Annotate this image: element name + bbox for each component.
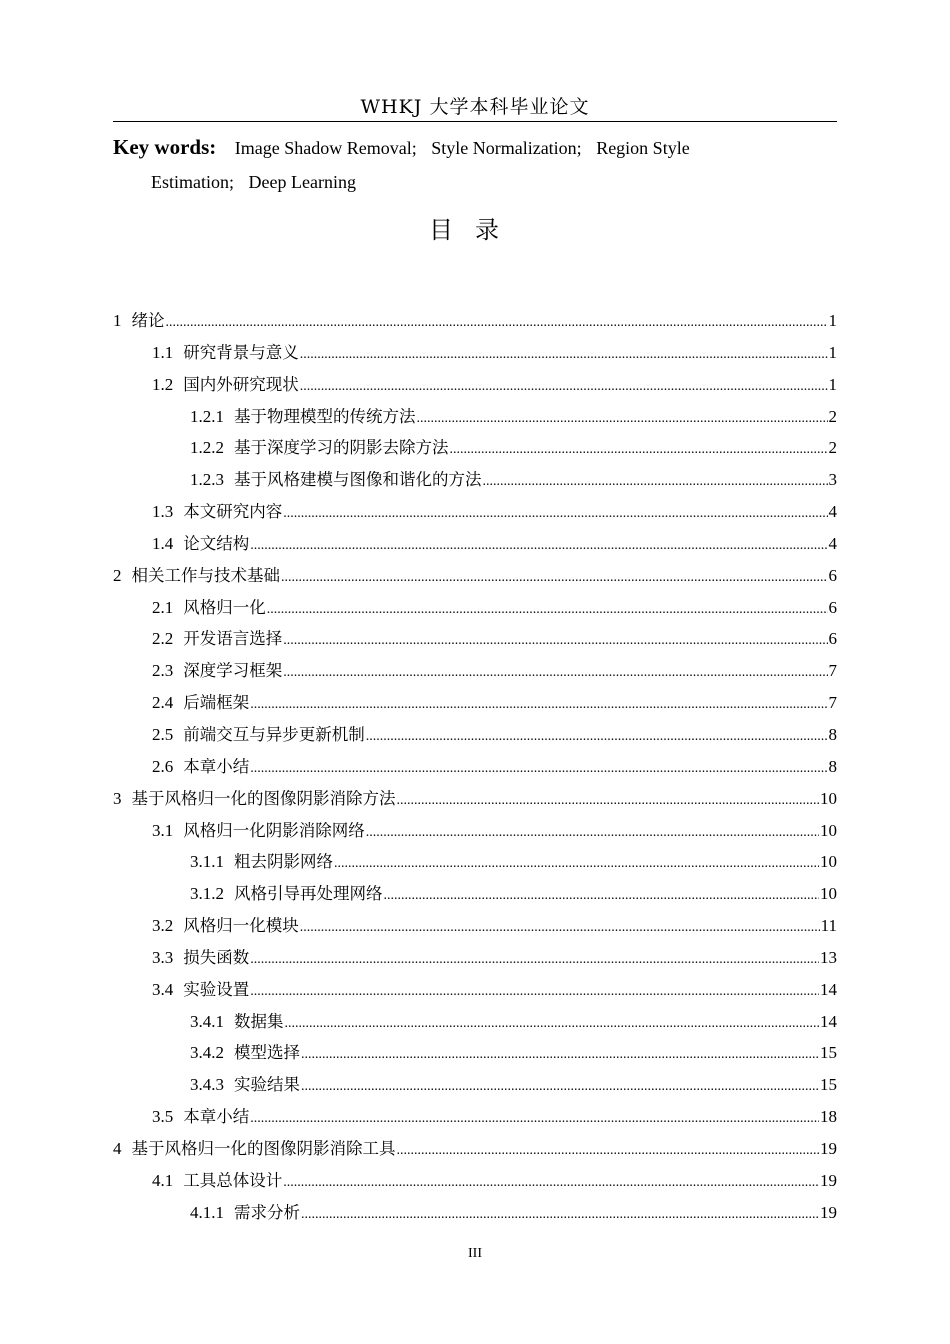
keywords-line-1 [113, 130, 837, 165]
toc-leader-dots [366, 721, 828, 753]
toc-leader-dots [483, 466, 828, 498]
toc-entry-title: 实验设置 [183, 979, 250, 999]
toc-entry-number: 2.5 [152, 724, 174, 744]
toc-entry-number: 2.1 [152, 597, 174, 617]
table-of-contents [113, 305, 837, 1228]
toc-entry-page: 15 [820, 1075, 837, 1095]
toc-entry[interactable] [113, 655, 837, 687]
toc-entry-page: 1 [828, 311, 837, 330]
toc-leader-dots [250, 1103, 819, 1135]
toc-entry[interactable] [113, 1197, 837, 1229]
toc-entry-title: 相关工作与技术基础 [131, 565, 280, 585]
toc-entry-page: 8 [828, 724, 837, 744]
toc-entry-page: 1 [828, 342, 837, 362]
toc-entry-page: 10 [820, 788, 837, 808]
toc-entry-number: 3.3 [152, 947, 174, 967]
toc-entry-title: 粗去阴影网络 [234, 852, 333, 872]
toc-entry-number: 2.2 [152, 629, 174, 649]
toc-entry-number: 4.1 [152, 1170, 174, 1190]
toc-leader-dots [250, 753, 827, 785]
keyword: Image Shadow Removal; [234, 138, 417, 158]
toc-entry-number: 3.4.2 [190, 1043, 224, 1063]
toc-entry[interactable] [113, 1133, 837, 1165]
keywords-line-2 [113, 165, 837, 199]
toc-entry[interactable] [113, 337, 837, 369]
toc-leader-dots [397, 785, 820, 817]
toc-entry-number: 3.1.1 [190, 852, 224, 872]
toc-entry-number: 1.2.2 [190, 438, 224, 458]
toc-entry[interactable] [113, 528, 837, 560]
toc-leader-dots [301, 1039, 819, 1071]
toc-entry[interactable] [113, 369, 837, 401]
toc-entry-number: 1.4 [152, 533, 174, 553]
toc-entry[interactable] [113, 464, 837, 496]
toc-entry[interactable] [113, 687, 837, 719]
toc-entry[interactable] [113, 815, 837, 847]
toc-entry-number: 1.1 [152, 342, 174, 362]
toc-entry-page: 1 [828, 374, 837, 394]
toc-entry-title: 风格归一化模块 [183, 916, 299, 936]
toc-entry-title: 基于深度学习的阴影去除方法 [234, 438, 449, 458]
toc-entry-title: 本章小结 [183, 1107, 250, 1127]
toc-entry-title: 绪论 [131, 311, 165, 330]
toc-leader-dots [300, 339, 828, 371]
toc-entry-number: 3.4.3 [190, 1075, 224, 1095]
toc-entry-number: 2 [113, 565, 122, 585]
toc-entry-page: 6 [828, 629, 837, 649]
toc-leader-dots [397, 1135, 820, 1167]
toc-leader-dots [166, 307, 828, 339]
toc-entry[interactable] [113, 623, 837, 655]
toc-leader-dots [301, 1199, 819, 1231]
keywords-label: Key words: [113, 135, 217, 159]
toc-entry-page: 13 [820, 947, 837, 967]
toc-entry-title: 开发语言选择 [183, 629, 283, 649]
keyword: Region Style [596, 138, 690, 158]
toc-entry[interactable] [113, 1037, 837, 1069]
toc-leader-dots [366, 817, 819, 849]
toc-leader-dots [334, 848, 819, 880]
toc-leader-dots [300, 371, 828, 403]
toc-entry-number: 3.5 [152, 1107, 174, 1127]
toc-entry-title: 本章小结 [183, 756, 250, 776]
toc-leader-dots [283, 498, 827, 530]
toc-entry-page: 7 [828, 693, 837, 713]
toc-entry-title: 国内外研究现状 [183, 374, 299, 394]
toc-entry[interactable] [113, 974, 837, 1006]
toc-entry[interactable] [113, 1165, 837, 1197]
toc-entry[interactable] [113, 1006, 837, 1038]
toc-entry-number: 1 [113, 311, 122, 330]
toc-entry-title: 工具总体设计 [183, 1170, 283, 1190]
toc-entry-page: 10 [820, 852, 837, 872]
toc-entry-number: 1.2 [152, 374, 174, 394]
toc-entry[interactable] [113, 305, 837, 337]
toc-entry-number: 1.2.3 [190, 470, 224, 490]
toc-entry-page: 2 [828, 438, 837, 458]
toc-entry-title: 损失函数 [183, 947, 250, 967]
toc-leader-dots [301, 1071, 819, 1103]
toc-entry-title: 实验结果 [234, 1075, 300, 1095]
toc-entry-title: 风格引导再处理网络 [234, 884, 383, 904]
toc-entry-number: 3.1 [152, 820, 174, 840]
toc-entry-number: 4 [113, 1138, 122, 1158]
toc-entry-page: 11 [820, 916, 837, 936]
toc-entry[interactable] [113, 1101, 837, 1133]
toc-entry-title: 基于风格建模与图像和谐化的方法 [234, 470, 482, 490]
toc-entry[interactable] [113, 1069, 837, 1101]
toc-entry[interactable] [113, 910, 837, 942]
toc-entry-page: 14 [820, 1011, 837, 1031]
toc-entry-title: 模型选择 [234, 1043, 300, 1063]
toc-entry-page: 19 [820, 1170, 837, 1190]
header-rule [113, 121, 837, 122]
keywords-block [113, 130, 837, 199]
toc-entry-number: 3 [113, 788, 122, 808]
toc-entry[interactable] [113, 751, 837, 783]
toc-entry-title: 数据集 [234, 1011, 284, 1031]
toc-entry-page: 19 [820, 1202, 837, 1222]
toc-entry-page: 3 [828, 470, 837, 490]
toc-leader-dots [250, 530, 827, 562]
toc-entry-number: 3.4 [152, 979, 174, 999]
toc-entry-page: 6 [828, 565, 837, 585]
toc-entry[interactable] [113, 432, 837, 464]
toc-entry-page: 10 [820, 884, 837, 904]
toc-entry[interactable] [113, 401, 837, 433]
toc-entry-page: 7 [828, 661, 837, 681]
toc-leader-dots [283, 625, 827, 657]
toc-entry-title: 深度学习框架 [183, 661, 283, 681]
toc-entry[interactable] [113, 846, 837, 878]
toc-entry-title: 基于风格归一化的图像阴影消除方法 [131, 788, 396, 808]
toc-entry[interactable] [113, 878, 837, 910]
toc-entry-page: 14 [820, 979, 837, 999]
toc-entry-number: 1.3 [152, 502, 174, 522]
toc-leader-dots [250, 976, 819, 1008]
toc-leader-dots [300, 912, 820, 944]
toc-entry-number: 2.4 [152, 693, 174, 713]
toc-entry-page: 6 [828, 597, 837, 617]
toc-entry-title: 风格归一化阴影消除网络 [183, 820, 365, 840]
toc-entry[interactable] [113, 719, 837, 751]
running-header-title: WHKJ 大学本科毕业论文 [360, 96, 590, 118]
toc-entry[interactable] [113, 496, 837, 528]
toc-entry-number: 3.1.2 [190, 884, 224, 904]
toc-entry[interactable] [113, 560, 837, 592]
toc-entry-page: 15 [820, 1043, 837, 1063]
toc-leader-dots [250, 944, 819, 976]
toc-entry-title: 风格归一化 [183, 597, 266, 617]
toc-leader-dots [283, 1167, 819, 1199]
toc-entry-number: 3.4.1 [190, 1011, 224, 1031]
toc-entry-page: 19 [820, 1138, 837, 1158]
keyword: Deep Learning [248, 172, 356, 192]
toc-entry-number: 3.2 [152, 916, 174, 936]
page-number: III [468, 1246, 482, 1261]
keyword: Style Normalization; [431, 138, 582, 158]
toc-entry-title: 研究背景与意义 [183, 342, 299, 362]
toc-leader-dots [267, 594, 828, 626]
toc-entry-number: 4.1.1 [190, 1202, 224, 1222]
toc-leader-dots [283, 657, 827, 689]
toc-leader-dots [281, 562, 828, 594]
toc-entry[interactable] [113, 592, 837, 624]
keyword: Estimation; [151, 172, 234, 192]
toc-entry-title: 基于风格归一化的图像阴影消除工具 [131, 1138, 396, 1158]
toc-entry-page: 10 [820, 820, 837, 840]
toc-entry-number: 2.3 [152, 661, 174, 681]
toc-entry-page: 18 [820, 1107, 837, 1127]
toc-entry[interactable] [113, 783, 837, 815]
toc-entry-number: 2.6 [152, 756, 174, 776]
toc-entry-page: 4 [828, 533, 837, 553]
toc-entry-title: 论文结构 [183, 533, 250, 553]
toc-entry-title: 本文研究内容 [183, 502, 283, 522]
toc-leader-dots [450, 434, 828, 466]
toc-leader-dots [417, 403, 828, 435]
toc-leader-dots [384, 880, 820, 912]
toc-entry-title: 需求分析 [234, 1202, 300, 1222]
toc-entry-page: 8 [828, 756, 837, 776]
toc-title: 目录 [429, 216, 521, 244]
toc-entry-page: 2 [828, 406, 837, 426]
toc-entry-page: 4 [828, 502, 837, 522]
toc-leader-dots [285, 1008, 820, 1040]
toc-entry-title: 基于物理模型的传统方法 [234, 406, 416, 426]
toc-entry-number: 1.2.1 [190, 406, 224, 426]
toc-leader-dots [250, 689, 827, 721]
toc-entry-title: 前端交互与异步更新机制 [183, 724, 365, 744]
toc-entry-title: 后端框架 [183, 693, 250, 713]
toc-entry[interactable] [113, 942, 837, 974]
